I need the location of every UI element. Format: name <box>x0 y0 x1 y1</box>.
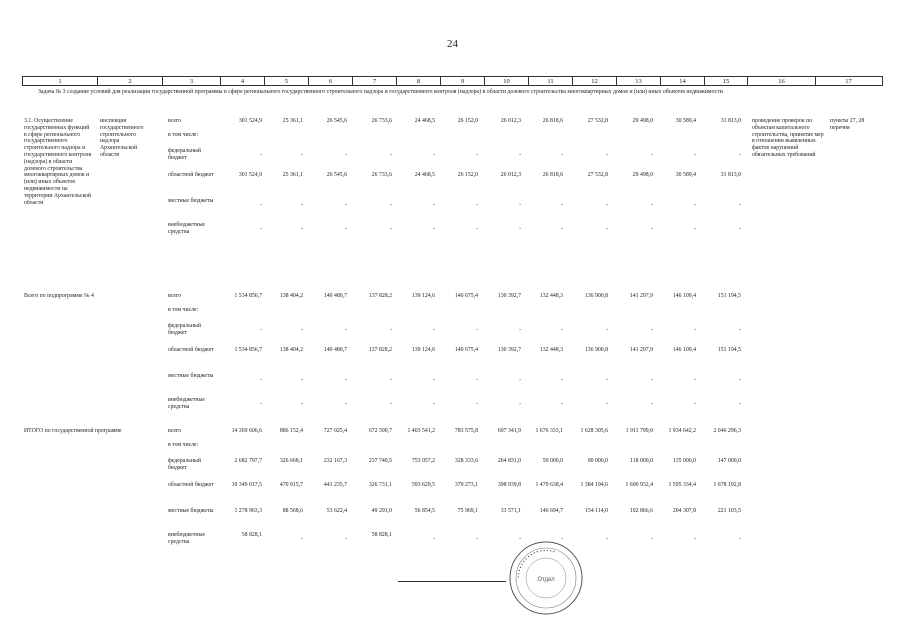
program-total-title: ИТОГО по государственной программе <box>24 428 122 434</box>
value-cell: - <box>260 226 262 232</box>
value-cell: 33 571,1 <box>500 508 521 514</box>
header-col-3: 3 <box>163 77 221 85</box>
table-header-row <box>22 76 883 86</box>
svg-text:Отдел: Отдел <box>537 577 555 583</box>
value-cell: 1 628 305,6 <box>580 428 608 434</box>
value-cell: - <box>519 536 521 542</box>
value-cell: - <box>345 202 347 208</box>
value-cell: 146 109,4 <box>672 293 696 299</box>
value-cell: - <box>433 401 435 407</box>
header-col-1: 1 <box>23 77 98 85</box>
value-cell: - <box>301 401 303 407</box>
value-cell: - <box>651 327 653 333</box>
value-cell: 146 109,4 <box>672 347 696 353</box>
value-cell: 1 934 642,2 <box>668 428 696 434</box>
value-cell: - <box>561 202 563 208</box>
row-label: федеральный бюджет <box>168 458 201 471</box>
header-col-10: 10 <box>485 77 529 85</box>
value-cell: 140 480,7 <box>323 347 347 353</box>
value-cell: - <box>476 401 478 407</box>
value-cell: 1 403 541,2 <box>407 428 435 434</box>
value-cell: 132 448,3 <box>539 293 563 299</box>
value-cell: - <box>739 152 741 158</box>
value-cell: - <box>476 152 478 158</box>
value-cell: 140 675,4 <box>454 347 478 353</box>
value-cell: - <box>561 536 563 542</box>
value-cell: - <box>651 377 653 383</box>
row-label: в том числе: <box>168 442 199 448</box>
row-label: всего <box>168 428 182 434</box>
header-col-17: 17 <box>845 78 852 85</box>
header-col-5: 5 <box>265 77 309 85</box>
value-cell: 58 828,1 <box>371 532 392 538</box>
measure-3-1-result: проведение проверок по объектам капитального строительства, принятие мер в отношении выявленных фактов нарушений обязательных требований <box>752 118 824 158</box>
value-cell: 31 813,0 <box>720 118 741 124</box>
value-cell: 151 194,5 <box>717 293 741 299</box>
value-cell: - <box>606 536 608 542</box>
value-cell: - <box>651 536 653 542</box>
value-cell: 26 012,3 <box>500 172 521 178</box>
value-cell: - <box>561 377 563 383</box>
value-cell: 136 900,8 <box>584 347 608 353</box>
value-cell: 1 278 963,3 <box>234 508 262 514</box>
page-number: 24 <box>447 38 458 50</box>
value-cell: - <box>606 327 608 333</box>
value-cell: - <box>345 152 347 158</box>
value-cell: - <box>390 202 392 208</box>
row-label: всего <box>168 293 182 299</box>
svg-text:• • • • • • • • • • • • • • •: • • • • • • • • • • • • • • • • <box>515 547 556 579</box>
value-cell: 139 124,6 <box>411 347 435 353</box>
value-cell: 31 813,0 <box>720 172 741 178</box>
value-cell: 697 341,9 <box>497 428 521 434</box>
value-cell: 753 057,2 <box>411 458 435 464</box>
value-cell: 140 480,7 <box>323 293 347 299</box>
header-col-15: 15 <box>705 77 748 85</box>
value-cell: 1 384 194,6 <box>580 482 608 488</box>
value-cell: 154 114,0 <box>585 508 608 514</box>
value-cell: 24 468,5 <box>414 118 435 124</box>
value-cell: - <box>476 536 478 542</box>
value-cell: 88 568,6 <box>282 508 303 514</box>
value-cell: - <box>345 536 347 542</box>
signature-line <box>398 581 506 582</box>
value-cell: - <box>476 202 478 208</box>
value-cell: 137 828,2 <box>368 293 392 299</box>
value-cell: - <box>433 536 435 542</box>
value-cell: - <box>739 377 741 383</box>
value-cell: 1 676 333,1 <box>535 428 563 434</box>
value-cell: - <box>476 327 478 333</box>
value-cell: - <box>694 536 696 542</box>
row-label: внебюджетные средства <box>168 397 205 410</box>
value-cell: - <box>739 226 741 232</box>
value-cell: 672 590,7 <box>368 428 392 434</box>
value-cell: - <box>301 327 303 333</box>
task-3-text: Задача № 3 создание условий для реализации государственной программы в сфере регионального государственного строительного надзора и государственного контроля (надзора) в области долевого строительства многоквартирных домов и (или) иных объектов недвижимости <box>38 89 723 95</box>
value-cell: - <box>694 226 696 232</box>
header-col-6: 6 <box>309 77 353 85</box>
value-cell: - <box>301 377 303 383</box>
value-cell: - <box>606 401 608 407</box>
value-cell: - <box>390 377 392 383</box>
value-cell: 232 167,3 <box>323 458 347 464</box>
value-cell: - <box>519 226 521 232</box>
value-cell: 132 448,3 <box>539 347 563 353</box>
header-col-2: 2 <box>98 77 163 85</box>
value-cell: 783 575,8 <box>454 428 478 434</box>
value-cell: 1 479 638,4 <box>535 482 563 488</box>
value-cell: 26 733,6 <box>371 118 392 124</box>
value-cell: 192 866,6 <box>629 508 653 514</box>
row-label: областной бюджет <box>168 482 214 488</box>
value-cell: 24 468,5 <box>414 172 435 178</box>
value-cell: 398 939,8 <box>497 482 521 488</box>
row-label: местные бюджеты <box>168 198 214 204</box>
value-cell: 727 025,4 <box>323 428 347 434</box>
row-label: местные бюджеты <box>168 508 214 514</box>
value-cell: 886 152,4 <box>279 428 303 434</box>
value-cell: - <box>561 401 563 407</box>
value-cell: 27 532,8 <box>587 118 608 124</box>
value-cell: - <box>433 226 435 232</box>
value-cell: - <box>433 152 435 158</box>
value-cell: - <box>561 327 563 333</box>
value-cell: - <box>694 327 696 333</box>
value-cell: 301 524,9 <box>238 172 262 178</box>
value-cell: - <box>301 226 303 232</box>
value-cell: - <box>260 377 262 383</box>
value-cell: - <box>301 536 303 542</box>
value-cell: - <box>651 401 653 407</box>
value-cell: - <box>390 152 392 158</box>
value-cell: - <box>606 152 608 158</box>
subprogram-4-total-title: Всего по подпрограмме № 4 <box>24 293 94 299</box>
value-cell: 30 589,4 <box>675 118 696 124</box>
row-label: в том числе: <box>168 307 199 313</box>
value-cell: 221 103,5 <box>717 508 741 514</box>
value-cell: 1 678 192,8 <box>713 482 741 488</box>
value-cell: - <box>694 377 696 383</box>
value-cell: 138 404,2 <box>279 347 303 353</box>
value-cell: - <box>606 202 608 208</box>
value-cell: 29 498,0 <box>632 118 653 124</box>
value-cell: 49 291,0 <box>371 508 392 514</box>
value-cell: 27 532,8 <box>587 172 608 178</box>
value-cell: 146 694,7 <box>539 508 563 514</box>
header-col-4: 4 <box>221 77 265 85</box>
value-cell: 130 392,7 <box>497 293 521 299</box>
value-cell: - <box>345 226 347 232</box>
value-cell: 328 333,6 <box>454 458 478 464</box>
value-cell: 140 675,4 <box>454 293 478 299</box>
row-label: областной бюджет <box>168 172 214 178</box>
value-cell: - <box>390 327 392 333</box>
value-cell: - <box>260 327 262 333</box>
value-cell: - <box>651 202 653 208</box>
official-stamp-icon <box>508 540 584 616</box>
value-cell: 301 524,9 <box>238 118 262 124</box>
value-cell: 26 818,6 <box>542 172 563 178</box>
value-cell: - <box>476 226 478 232</box>
value-cell: 26 152,0 <box>457 118 478 124</box>
value-cell: - <box>739 536 741 542</box>
value-cell: 10 349 017,5 <box>231 482 262 488</box>
header-col-14: 14 <box>661 77 705 85</box>
row-label: областной бюджет <box>168 347 214 353</box>
value-cell: - <box>433 377 435 383</box>
value-cell: 26 012,3 <box>500 118 521 124</box>
value-cell: 2 682 797,7 <box>234 458 262 464</box>
value-cell: - <box>301 202 303 208</box>
header-col-7: 7 <box>353 77 397 85</box>
value-cell: 25 361,1 <box>282 172 303 178</box>
value-cell: - <box>606 377 608 383</box>
value-cell: 141 297,9 <box>629 293 653 299</box>
value-cell: - <box>694 152 696 158</box>
row-label: федеральный бюджет <box>168 323 201 336</box>
value-cell: 470 915,7 <box>279 482 303 488</box>
value-cell: - <box>345 327 347 333</box>
value-cell: - <box>694 401 696 407</box>
value-cell: 26 733,6 <box>371 172 392 178</box>
value-cell: - <box>694 202 696 208</box>
value-cell: 2 046 296,3 <box>713 428 741 434</box>
value-cell: - <box>561 226 563 232</box>
value-cell: 136 900,8 <box>584 293 608 299</box>
value-cell: - <box>390 401 392 407</box>
value-cell: - <box>651 152 653 158</box>
value-cell: 147 000,0 <box>717 458 741 464</box>
value-cell: 138 404,2 <box>279 293 303 299</box>
value-cell: - <box>519 202 521 208</box>
value-cell: 135 000,0 <box>672 458 696 464</box>
value-cell: 204 307,8 <box>672 508 696 514</box>
value-cell: 264 831,0 <box>497 458 521 464</box>
value-cell: - <box>260 152 262 158</box>
value-cell: - <box>606 226 608 232</box>
measure-3-1-executor: инспекция государственного строительного надзора Архангельской области <box>100 118 144 158</box>
row-label: местные бюджеты <box>168 373 214 379</box>
value-cell: 26 818,6 <box>542 118 563 124</box>
value-cell: 29 498,0 <box>632 172 653 178</box>
row-label: внебюджетные средства <box>168 222 205 235</box>
header-col-12: 12 <box>573 77 617 85</box>
value-cell: 90 000,0 <box>587 458 608 464</box>
value-cell: 326 731,1 <box>368 482 392 488</box>
measure-3-1-name: 3.1. Осуществление государственных функций в сфере регионального государственного строительного надзора и государственного контроля (надзора) в области долевого строительства многоквартирных домов и (или) иных объектов недвижимости на территории Архангельской области <box>24 118 92 206</box>
value-cell: - <box>260 401 262 407</box>
value-cell: 141 297,9 <box>629 347 653 353</box>
value-cell: 56 854,5 <box>414 508 435 514</box>
header-col-9: 9 <box>441 77 485 85</box>
value-cell: 58 828,1 <box>241 532 262 538</box>
value-cell: 441 235,7 <box>323 482 347 488</box>
value-cell: - <box>476 377 478 383</box>
value-cell: 75 969,1 <box>457 508 478 514</box>
value-cell: - <box>519 377 521 383</box>
value-cell: - <box>519 152 521 158</box>
row-label: внебюджетные средства <box>168 532 205 545</box>
value-cell: - <box>739 401 741 407</box>
value-cell: 1 595 334,4 <box>668 482 696 488</box>
value-cell: 14 369 606,6 <box>231 428 262 434</box>
value-cell: - <box>390 226 392 232</box>
value-cell: 379 273,1 <box>454 482 478 488</box>
value-cell: 26 152,0 <box>457 172 478 178</box>
value-cell: 1 534 856,7 <box>234 293 262 299</box>
value-cell: 130 392,7 <box>497 347 521 353</box>
value-cell: 326 668,1 <box>279 458 303 464</box>
value-cell: - <box>739 327 741 333</box>
value-cell: 30 589,4 <box>675 172 696 178</box>
value-cell: 118 000,0 <box>630 458 653 464</box>
value-cell: 26 545,6 <box>326 118 347 124</box>
value-cell: 1 600 932,4 <box>625 482 653 488</box>
header-col-13: 13 <box>617 77 661 85</box>
row-label: всего <box>168 118 182 124</box>
value-cell: 593 629,5 <box>411 482 435 488</box>
value-cell: - <box>519 327 521 333</box>
value-cell: - <box>345 401 347 407</box>
measure-3-1-link: пункты 27, 28 перечня <box>830 118 865 131</box>
value-cell: 1 534 856,7 <box>234 347 262 353</box>
value-cell: 1 911 799,0 <box>625 428 653 434</box>
row-label: в том числе: <box>168 132 199 138</box>
value-cell: 151 194,5 <box>717 347 741 353</box>
value-cell: - <box>651 226 653 232</box>
value-cell: - <box>561 152 563 158</box>
value-cell: - <box>345 377 347 383</box>
header-col-8: 8 <box>397 77 441 85</box>
value-cell: - <box>301 152 303 158</box>
value-cell: 25 361,1 <box>282 118 303 124</box>
row-label: федеральный бюджет <box>168 148 201 161</box>
value-cell: - <box>433 327 435 333</box>
value-cell: 237 740,5 <box>368 458 392 464</box>
value-cell: 53 622,4 <box>326 508 347 514</box>
header-col-11: 11 <box>529 77 573 85</box>
value-cell: - <box>739 202 741 208</box>
value-cell: 50 000,0 <box>542 458 563 464</box>
value-cell: - <box>519 401 521 407</box>
value-cell: 26 545,6 <box>326 172 347 178</box>
value-cell: - <box>260 202 262 208</box>
value-cell: 139 124,6 <box>411 293 435 299</box>
value-cell: - <box>433 202 435 208</box>
value-cell: 137 828,2 <box>368 347 392 353</box>
header-col-16: 16 <box>748 77 816 85</box>
